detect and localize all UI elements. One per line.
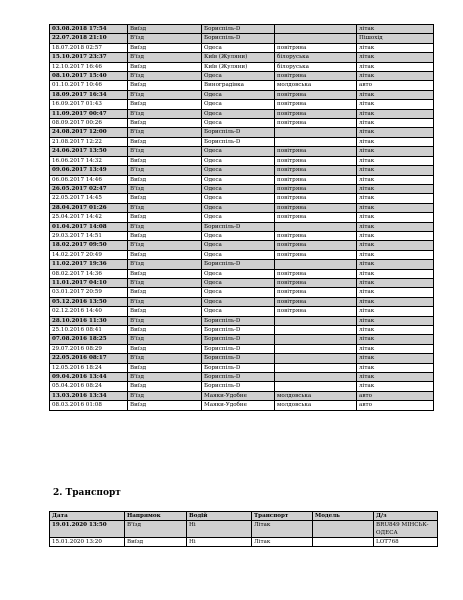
cell-direction: Виїзд xyxy=(128,213,202,222)
cell-date: 18.07.2018 02:57 xyxy=(50,43,128,52)
cell-direction: Виїзд xyxy=(128,137,202,146)
table-row xyxy=(50,326,434,335)
cell-checkpoint: Одеса xyxy=(202,90,275,99)
cell-date: 21.08.2017 12:22 xyxy=(50,137,128,146)
cell-border-type: повітряна xyxy=(275,250,357,259)
table-row xyxy=(50,222,434,231)
cell-checkpoint: Одеса xyxy=(202,194,275,203)
cell-vehicle: літак xyxy=(357,354,434,363)
cell-date: 22.07.2018 21:10 xyxy=(50,34,128,43)
column-header-date: Дата xyxy=(50,512,125,521)
cell-vehicle: літак xyxy=(357,250,434,259)
table-row xyxy=(50,90,434,99)
cell-border-type xyxy=(275,260,357,269)
cell-vehicle: літак xyxy=(357,213,434,222)
cell-border-type: повітряна xyxy=(275,100,357,109)
cell-direction: Виїзд xyxy=(128,250,202,259)
cell-vehicle: літак xyxy=(357,363,434,372)
cell-date: 18.02.2017 09:50 xyxy=(50,241,128,250)
cell-vehicle: авто xyxy=(357,391,434,400)
cell-direction: Виїзд xyxy=(128,100,202,109)
cell-direction: Виїзд xyxy=(128,81,202,90)
cell-checkpoint: Київ (Жуляни) xyxy=(202,53,275,62)
transport-table xyxy=(49,511,438,547)
cell-date: 11.09.2017 00:47 xyxy=(50,109,128,118)
cell-vehicle: літак xyxy=(357,326,434,335)
cell-date: 19.01.2020 13:50 xyxy=(50,521,125,538)
cell-direction: В'їзд xyxy=(128,222,202,231)
cell-direction: В'їзд xyxy=(128,90,202,99)
cell-checkpoint: Одеса xyxy=(202,231,275,240)
cell-date: 09.04.2016 13:44 xyxy=(50,373,128,382)
cell-border-type: повітряна xyxy=(275,203,357,212)
table-row xyxy=(50,373,434,382)
cell-date: 15.10.2017 23:37 xyxy=(50,53,128,62)
border-crossings-table xyxy=(49,24,434,411)
cell-border-type: повітряна xyxy=(275,184,357,193)
table-row xyxy=(50,147,434,156)
cell-direction: В'їзд xyxy=(128,53,202,62)
cell-direction: Виїзд xyxy=(128,288,202,297)
cell-vehicle: літак xyxy=(357,288,434,297)
cell-checkpoint: Бориспіль-D xyxy=(202,382,275,391)
column-header-transport: Транспорт xyxy=(252,512,313,521)
cell-vehicle: літак xyxy=(357,278,434,287)
cell-direction: В'їзд xyxy=(128,297,202,306)
cell-direction: В'їзд xyxy=(128,373,202,382)
cell-vehicle: літак xyxy=(357,90,434,99)
cell-checkpoint: Одеса xyxy=(202,109,275,118)
cell-checkpoint: Одеса xyxy=(202,307,275,316)
cell-checkpoint: Київ (Жуляни) xyxy=(202,62,275,71)
cell-vehicle: літак xyxy=(357,344,434,353)
column-header-plate: Д/з xyxy=(374,512,438,521)
cell-border-type: молдовська xyxy=(275,81,357,90)
cell-vehicle: літак xyxy=(357,382,434,391)
table-row xyxy=(50,109,434,118)
cell-transport: Літак xyxy=(252,521,313,538)
cell-vehicle: літак xyxy=(357,175,434,184)
cell-border-type: білоруська xyxy=(275,62,357,71)
cell-direction: Виїзд xyxy=(128,175,202,184)
table-row xyxy=(50,269,434,278)
cell-border-type: повітряна xyxy=(275,166,357,175)
cell-direction: В'їзд xyxy=(128,316,202,325)
cell-border-type: повітряна xyxy=(275,156,357,165)
table-row xyxy=(50,382,434,391)
cell-vehicle: літак xyxy=(357,147,434,156)
table-row xyxy=(50,62,434,71)
cell-border-type: повітряна xyxy=(275,147,357,156)
cell-checkpoint: Бориспіль-D xyxy=(202,25,275,34)
cell-checkpoint: Одеса xyxy=(202,175,275,184)
cell-vehicle: літак xyxy=(357,109,434,118)
cell-checkpoint: Бориспіль-D xyxy=(202,344,275,353)
table-row xyxy=(50,119,434,128)
cell-direction: Виїзд xyxy=(128,344,202,353)
cell-direction: В'їзд xyxy=(128,72,202,81)
cell-date: 14.02.2017 20:49 xyxy=(50,250,128,259)
table-row xyxy=(50,521,438,538)
cell-date: 25.10.2016 08:41 xyxy=(50,326,128,335)
cell-date: 05.04.2016 08:24 xyxy=(50,382,128,391)
cell-border-type: молдовська xyxy=(275,401,357,410)
cell-vehicle: літак xyxy=(357,43,434,52)
cell-date: 15.01.2020 13:20 xyxy=(50,538,125,547)
cell-date: 13.03.2016 13:34 xyxy=(50,391,128,400)
cell-checkpoint: Бориспіль-D xyxy=(202,335,275,344)
border-crossings-body xyxy=(50,25,434,411)
table-row xyxy=(50,100,434,109)
cell-vehicle: літак xyxy=(357,222,434,231)
cell-direction: В'їзд xyxy=(128,203,202,212)
table-row xyxy=(50,43,434,52)
cell-checkpoint: Бориспіль-D xyxy=(202,354,275,363)
cell-direction: Виїзд xyxy=(128,194,202,203)
cell-border-type: повітряна xyxy=(275,175,357,184)
cell-checkpoint: Бориспіль-D xyxy=(202,373,275,382)
cell-date: 06.06.2017 14:46 xyxy=(50,175,128,184)
cell-checkpoint: Маяки-Удобне xyxy=(202,391,275,400)
cell-border-type xyxy=(275,373,357,382)
cell-direction: В'їзд xyxy=(128,128,202,137)
cell-border-type xyxy=(275,316,357,325)
cell-plate: BRU849 МІНСЬК-ОДЕСА xyxy=(374,521,438,538)
cell-vehicle: літак xyxy=(357,137,434,146)
transport-table-body xyxy=(50,521,438,547)
cell-direction: Виїзд xyxy=(128,401,202,410)
cell-date: 16.09.2017 01:43 xyxy=(50,100,128,109)
table-row xyxy=(50,344,434,353)
cell-date: 16.06.2017 14:32 xyxy=(50,156,128,165)
cell-direction: Виїзд xyxy=(125,538,187,547)
cell-vehicle: літак xyxy=(357,231,434,240)
cell-direction: В'їзд xyxy=(128,354,202,363)
cell-direction: В'їзд xyxy=(128,109,202,118)
cell-border-type: повітряна xyxy=(275,43,357,52)
cell-border-type: повітряна xyxy=(275,72,357,81)
cell-vehicle: літак xyxy=(357,100,434,109)
cell-checkpoint: Одеса xyxy=(202,72,275,81)
cell-vehicle: літак xyxy=(357,156,434,165)
table-row xyxy=(50,194,434,203)
cell-driver: Ні xyxy=(187,521,252,538)
cell-direction: В'їзд xyxy=(125,521,187,538)
cell-driver: Ні xyxy=(187,538,252,547)
table-row xyxy=(50,184,434,193)
table-row xyxy=(50,335,434,344)
cell-date: 08.03.2016 01:08 xyxy=(50,401,128,410)
cell-date: 01.10.2017 10:46 xyxy=(50,81,128,90)
cell-plate: LOT768 xyxy=(374,538,438,547)
table-row xyxy=(50,363,434,372)
cell-vehicle: літак xyxy=(357,53,434,62)
cell-direction: Виїзд xyxy=(128,326,202,335)
table-row xyxy=(50,316,434,325)
cell-vehicle: літак xyxy=(357,194,434,203)
cell-date: 26.05.2017 02:47 xyxy=(50,184,128,193)
cell-direction: Виїзд xyxy=(128,363,202,372)
cell-border-type xyxy=(275,344,357,353)
cell-border-type: повітряна xyxy=(275,269,357,278)
table-row xyxy=(50,166,434,175)
cell-checkpoint: Бориспіль-D xyxy=(202,260,275,269)
cell-date: 07.08.2016 18:25 xyxy=(50,335,128,344)
table-row xyxy=(50,354,434,363)
cell-direction: Виїзд xyxy=(128,231,202,240)
table-row xyxy=(50,231,434,240)
cell-vehicle: літак xyxy=(357,316,434,325)
cell-border-type: повітряна xyxy=(275,307,357,316)
cell-date: 08.10.2017 15:40 xyxy=(50,72,128,81)
cell-direction: В'їзд xyxy=(128,241,202,250)
cell-border-type xyxy=(275,354,357,363)
cell-checkpoint: Одеса xyxy=(202,250,275,259)
cell-vehicle: літак xyxy=(357,241,434,250)
cell-checkpoint: Одеса xyxy=(202,278,275,287)
transport-header-row xyxy=(50,512,438,521)
cell-border-type: повітряна xyxy=(275,278,357,287)
cell-border-type: повітряна xyxy=(275,194,357,203)
cell-checkpoint: Бориспіль-D xyxy=(202,128,275,137)
cell-date: 18.09.2017 16:34 xyxy=(50,90,128,99)
cell-checkpoint: Одеса xyxy=(202,166,275,175)
cell-border-type xyxy=(275,382,357,391)
cell-vehicle: літак xyxy=(357,297,434,306)
cell-vehicle: літак xyxy=(357,128,434,137)
cell-direction: В'їзд xyxy=(128,147,202,156)
cell-checkpoint: Одеса xyxy=(202,119,275,128)
table-row xyxy=(50,25,434,34)
cell-date: 24.06.2017 13:50 xyxy=(50,147,128,156)
table-row xyxy=(50,156,434,165)
cell-border-type: повітряна xyxy=(275,119,357,128)
cell-vehicle: літак xyxy=(357,307,434,316)
cell-vehicle: літак xyxy=(357,373,434,382)
cell-direction: В'їзд xyxy=(128,166,202,175)
table-row xyxy=(50,538,438,547)
cell-checkpoint: Одеса xyxy=(202,297,275,306)
table-row xyxy=(50,81,434,90)
cell-checkpoint: Одеса xyxy=(202,269,275,278)
cell-model xyxy=(313,521,374,538)
table-row xyxy=(50,307,434,316)
cell-date: 22.05.2017 14:45 xyxy=(50,194,128,203)
table-row xyxy=(50,128,434,137)
cell-direction: В'їзд xyxy=(128,260,202,269)
cell-direction: Виїзд xyxy=(128,156,202,165)
transport-section-title: 2. Транспорт xyxy=(53,488,121,498)
cell-border-type: повітряна xyxy=(275,90,357,99)
cell-vehicle: літак xyxy=(357,184,434,193)
cell-border-type: повітряна xyxy=(275,109,357,118)
cell-border-type xyxy=(275,34,357,43)
table-row xyxy=(50,72,434,81)
cell-border-type: молдовська xyxy=(275,391,357,400)
cell-date: 22.05.2016 08:17 xyxy=(50,354,128,363)
table-row xyxy=(50,250,434,259)
cell-checkpoint: Бориспіль-D xyxy=(202,363,275,372)
cell-checkpoint: Одеса xyxy=(202,156,275,165)
table-row xyxy=(50,391,434,400)
cell-vehicle: літак xyxy=(357,25,434,34)
cell-date: 12.10.2017 16:46 xyxy=(50,62,128,71)
column-header-direction: Напрямок xyxy=(125,512,187,521)
table-row xyxy=(50,401,434,410)
table-row xyxy=(50,203,434,212)
cell-checkpoint: Одеса xyxy=(202,288,275,297)
cell-date: 28.04.2017 01:26 xyxy=(50,203,128,212)
cell-date: 03.08.2018 17:54 xyxy=(50,25,128,34)
cell-vehicle: літак xyxy=(357,260,434,269)
cell-vehicle: літак xyxy=(357,72,434,81)
table-row xyxy=(50,241,434,250)
cell-date: 12.05.2016 18:24 xyxy=(50,363,128,372)
table-row xyxy=(50,213,434,222)
cell-border-type xyxy=(275,363,357,372)
table-row xyxy=(50,278,434,287)
table-row xyxy=(50,34,434,43)
cell-checkpoint: Одеса xyxy=(202,184,275,193)
cell-direction: В'їзд xyxy=(128,335,202,344)
table-row xyxy=(50,260,434,269)
cell-date: 29.03.2017 14:51 xyxy=(50,231,128,240)
cell-checkpoint: Бориспіль-D xyxy=(202,137,275,146)
cell-checkpoint: Одеса xyxy=(202,43,275,52)
cell-direction: Виїзд xyxy=(128,307,202,316)
cell-date: 09.06.2017 13:49 xyxy=(50,166,128,175)
cell-direction: В'їзд xyxy=(128,34,202,43)
cell-direction: Виїзд xyxy=(128,25,202,34)
cell-border-type xyxy=(275,222,357,231)
cell-border-type: повітряна xyxy=(275,213,357,222)
cell-border-type xyxy=(275,128,357,137)
cell-date: 05.12.2016 13:50 xyxy=(50,297,128,306)
cell-direction: Виїзд xyxy=(128,62,202,71)
cell-checkpoint: Виноградівка xyxy=(202,81,275,90)
cell-direction: Виїзд xyxy=(128,382,202,391)
cell-transport: Літак xyxy=(252,538,313,547)
cell-checkpoint: Одеса xyxy=(202,213,275,222)
cell-vehicle: літак xyxy=(357,62,434,71)
cell-direction: Виїзд xyxy=(128,269,202,278)
cell-border-type: повітряна xyxy=(275,241,357,250)
cell-checkpoint: Одеса xyxy=(202,203,275,212)
cell-checkpoint: Бориспіль-D xyxy=(202,326,275,335)
cell-date: 25.04.2017 14:42 xyxy=(50,213,128,222)
cell-date: 24.08.2017 12:00 xyxy=(50,128,128,137)
table-row xyxy=(50,297,434,306)
cell-vehicle: авто xyxy=(357,81,434,90)
cell-checkpoint: Одеса xyxy=(202,241,275,250)
cell-checkpoint: Бориспіль-D xyxy=(202,34,275,43)
cell-vehicle: літак xyxy=(357,166,434,175)
cell-border-type: повітряна xyxy=(275,231,357,240)
table-row xyxy=(50,288,434,297)
cell-vehicle: авто xyxy=(357,401,434,410)
cell-checkpoint: Бориспіль-D xyxy=(202,222,275,231)
cell-border-type xyxy=(275,326,357,335)
cell-border-type xyxy=(275,137,357,146)
cell-date: 03.01.2017 20:59 xyxy=(50,288,128,297)
table-row xyxy=(50,137,434,146)
table-row xyxy=(50,53,434,62)
cell-checkpoint: Одеса xyxy=(202,100,275,109)
table-row xyxy=(50,175,434,184)
cell-date: 29.07.2016 08:29 xyxy=(50,344,128,353)
cell-date: 11.02.2017 19:36 xyxy=(50,260,128,269)
cell-vehicle: літак xyxy=(357,203,434,212)
cell-direction: В'їзд xyxy=(128,278,202,287)
cell-border-type xyxy=(275,25,357,34)
cell-direction: Виїзд xyxy=(128,119,202,128)
cell-vehicle: літак xyxy=(357,119,434,128)
column-header-model: Модель xyxy=(313,512,374,521)
cell-direction: В'їзд xyxy=(128,391,202,400)
cell-date: 08.09.2017 00:26 xyxy=(50,119,128,128)
cell-vehicle: Пішохід xyxy=(357,34,434,43)
cell-date: 08.02.2017 14:36 xyxy=(50,269,128,278)
cell-direction: В'їзд xyxy=(128,184,202,193)
cell-model xyxy=(313,538,374,547)
cell-checkpoint: Бориспіль-D xyxy=(202,316,275,325)
cell-checkpoint: Одеса xyxy=(202,147,275,156)
cell-date: 01.04.2017 14:08 xyxy=(50,222,128,231)
cell-date: 02.12.2016 14:40 xyxy=(50,307,128,316)
cell-checkpoint: Маяки-Удобне xyxy=(202,401,275,410)
cell-border-type: білоруська xyxy=(275,53,357,62)
column-header-driver: Водій xyxy=(187,512,252,521)
cell-border-type xyxy=(275,335,357,344)
cell-border-type: повітряна xyxy=(275,297,357,306)
cell-date: 28.10.2016 11:30 xyxy=(50,316,128,325)
cell-vehicle: літак xyxy=(357,269,434,278)
cell-border-type: повітряна xyxy=(275,288,357,297)
cell-vehicle: літак xyxy=(357,335,434,344)
cell-direction: Виїзд xyxy=(128,43,202,52)
cell-date: 11.01.2017 04:10 xyxy=(50,278,128,287)
